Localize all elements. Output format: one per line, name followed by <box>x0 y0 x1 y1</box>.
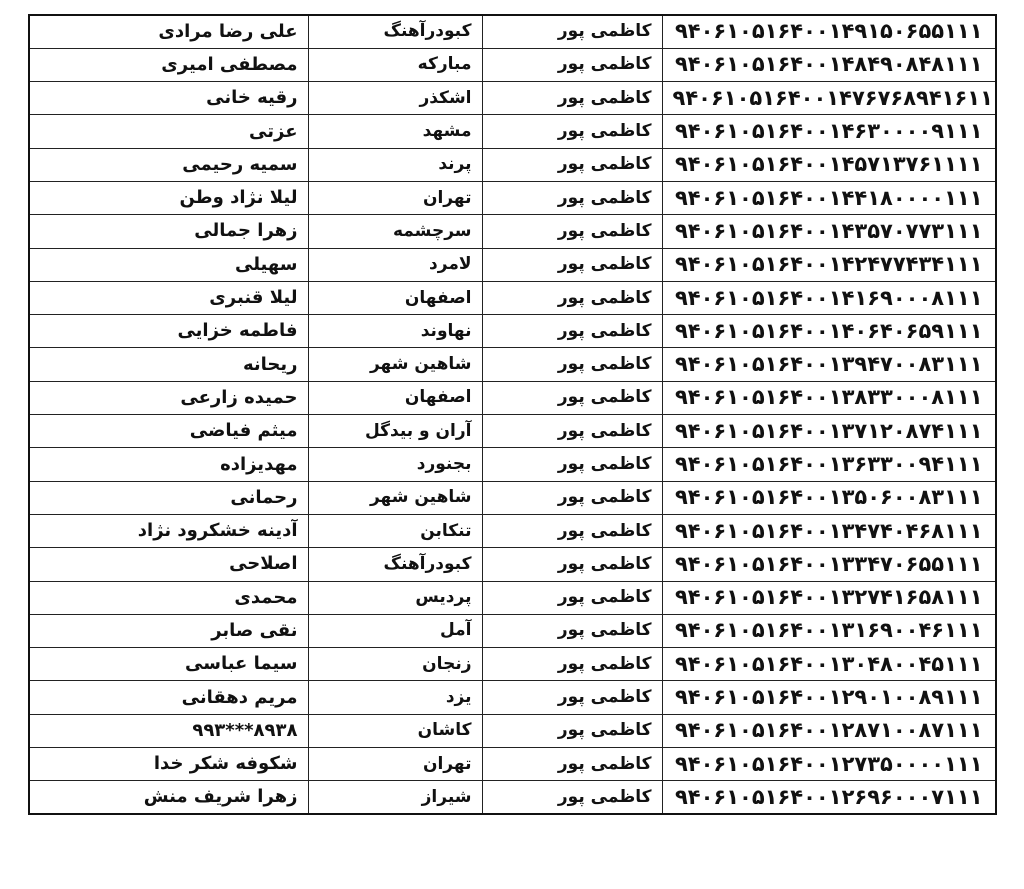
city-cell: شاهین شهر <box>308 481 482 514</box>
sender-surname-cell: کاظمی پور <box>482 614 662 647</box>
recipient-name-cell: سهیلی <box>29 248 308 281</box>
city-cell: کبودرآهنگ <box>308 15 482 48</box>
city-cell: تنکابن <box>308 514 482 547</box>
city-cell: لامرد <box>308 248 482 281</box>
sender-surname-cell: کاظمی پور <box>482 181 662 214</box>
records-table <box>28 14 997 815</box>
city-cell: شاهین شهر <box>308 348 482 381</box>
sender-surname-cell: کاظمی پور <box>482 781 662 814</box>
table-row <box>29 415 996 448</box>
recipient-name-cell: مهدیزاده <box>29 448 308 481</box>
sender-surname-cell: کاظمی پور <box>482 215 662 248</box>
table-row <box>29 514 996 547</box>
tracking-code-cell: ۹۴۰۶۱۰۵۱۶۴۰۰۱۲۹۰۱۰۰۸۹۱۱۱ <box>662 681 996 714</box>
sender-surname-cell: کاظمی پور <box>482 248 662 281</box>
records-table-body <box>29 15 996 814</box>
city-cell: یزد <box>308 681 482 714</box>
recipient-name-cell: میثم فیاضی <box>29 415 308 448</box>
city-cell: کبودرآهنگ <box>308 548 482 581</box>
recipient-name-cell: مریم دهقانی <box>29 681 308 714</box>
tracking-code-cell: ۹۴۰۶۱۰۵۱۶۴۰۰۱۳۴۷۴۰۴۶۸۱۱۱ <box>662 514 996 547</box>
city-cell: زنجان <box>308 648 482 681</box>
recipient-name-cell: ریحانه <box>29 348 308 381</box>
recipient-name-cell: آدینه خشکرود نژاد <box>29 514 308 547</box>
recipient-name-cell: سمیه رحیمی <box>29 148 308 181</box>
recipient-name-cell: علی رضا مرادی <box>29 15 308 48</box>
document-table-container <box>28 14 995 815</box>
table-row <box>29 148 996 181</box>
city-cell: پردیس <box>308 581 482 614</box>
sender-surname-cell: کاظمی پور <box>482 281 662 314</box>
tracking-code-cell: ۹۴۰۶۱۰۵۱۶۴۰۰۱۳۲۷۴۱۶۵۸۱۱۱ <box>662 581 996 614</box>
city-cell: نهاوند <box>308 315 482 348</box>
sender-surname-cell: کاظمی پور <box>482 481 662 514</box>
sender-surname-cell: کاظمی پور <box>482 448 662 481</box>
sender-surname-cell: کاظمی پور <box>482 514 662 547</box>
city-cell: بجنورد <box>308 448 482 481</box>
tracking-code-cell: ۹۴۰۶۱۰۵۱۶۴۰۰۱۳۳۴۷۰۶۵۵۱۱۱ <box>662 548 996 581</box>
recipient-name-cell: سیما عباسی <box>29 648 308 681</box>
table-row <box>29 714 996 747</box>
recipient-name-cell: مصطفی امیری <box>29 48 308 81</box>
tracking-code-cell: ۹۴۰۶۱۰۵۱۶۴۰۰۱۲۷۳۵۰۰۰۰۱۱۱ <box>662 748 996 781</box>
sender-surname-cell: کاظمی پور <box>482 82 662 115</box>
city-cell: اصفهان <box>308 381 482 414</box>
recipient-name-cell: نقی صابر <box>29 614 308 647</box>
city-cell: شیراز <box>308 781 482 814</box>
table-row <box>29 548 996 581</box>
tracking-code-cell: ۹۴۰۶۱۰۵۱۶۴۰۰۱۴۵۷۱۳۷۶۱۱۱۱ <box>662 148 996 181</box>
city-cell: مشهد <box>308 115 482 148</box>
tracking-code-cell: ۹۴۰۶۱۰۵۱۶۴۰۰۱۴۶۳۰۰۰۰۹۱۱۱ <box>662 115 996 148</box>
sender-surname-cell: کاظمی پور <box>482 15 662 48</box>
table-row <box>29 181 996 214</box>
recipient-name-cell: زهرا شریف منش <box>29 781 308 814</box>
recipient-name-cell: لیلا قنبری <box>29 281 308 314</box>
sender-surname-cell: کاظمی پور <box>482 315 662 348</box>
sender-surname-cell: کاظمی پور <box>482 548 662 581</box>
recipient-name-cell: رقیه خانی <box>29 82 308 115</box>
city-cell: مبارکه <box>308 48 482 81</box>
sender-surname-cell: کاظمی پور <box>482 648 662 681</box>
tracking-code-cell: ۹۴۰۶۱۰۵۱۶۴۰۰۱۴۱۶۹۰۰۰۸۱۱۱ <box>662 281 996 314</box>
recipient-name-cell: فاطمه خزایی <box>29 315 308 348</box>
tracking-code-cell: ۹۴۰۶۱۰۵۱۶۴۰۰۱۳۱۶۹۰۰۴۶۱۱۱ <box>662 614 996 647</box>
sender-surname-cell: کاظمی پور <box>482 415 662 448</box>
city-cell: اشکذر <box>308 82 482 115</box>
table-row <box>29 48 996 81</box>
sender-surname-cell: کاظمی پور <box>482 348 662 381</box>
table-row <box>29 648 996 681</box>
tracking-code-cell: ۹۴۰۶۱۰۵۱۶۴۰۰۱۳۷۱۲۰۸۷۴۱۱۱ <box>662 415 996 448</box>
tracking-code-cell: ۹۴۰۶۱۰۵۱۶۴۰۰۱۴۰۶۴۰۶۵۹۱۱۱ <box>662 315 996 348</box>
recipient-name-cell: عزتی <box>29 115 308 148</box>
table-row <box>29 248 996 281</box>
tracking-code-cell: ۹۴۰۶۱۰۵۱۶۴۰۰۱۳۶۳۳۰۰۹۴۱۱۱ <box>662 448 996 481</box>
table-row <box>29 781 996 814</box>
tracking-code-cell: ۹۴۰۶۱۰۵۱۶۴۰۰۱۴۸۴۹۰۸۴۸۱۱۱ <box>662 48 996 81</box>
tracking-code-cell: ۹۴۰۶۱۰۵۱۶۴۰۰۱۴۳۵۷۰۷۷۳۱۱۱ <box>662 215 996 248</box>
city-cell: کاشان <box>308 714 482 747</box>
table-row <box>29 748 996 781</box>
table-row <box>29 381 996 414</box>
sender-surname-cell: کاظمی پور <box>482 748 662 781</box>
city-cell: آمل <box>308 614 482 647</box>
table-row <box>29 581 996 614</box>
tracking-code-cell: ۹۴۰۶۱۰۵۱۶۴۰۰۱۳۹۴۷۰۰۸۳۱۱۱ <box>662 348 996 381</box>
city-cell: اصفهان <box>308 281 482 314</box>
recipient-name-cell: محمدی <box>29 581 308 614</box>
tracking-code-cell: ۹۴۰۶۱۰۵۱۶۴۰۰۱۳۰۴۸۰۰۴۵۱۱۱ <box>662 648 996 681</box>
sender-surname-cell: کاظمی پور <box>482 681 662 714</box>
table-row <box>29 481 996 514</box>
table-row <box>29 15 996 48</box>
table-row <box>29 681 996 714</box>
tracking-code-cell: ۹۴۰۶۱۰۵۱۶۴۰۰۱۲۸۷۱۰۰۸۷۱۱۱ <box>662 714 996 747</box>
tracking-code-cell: ۹۴۰۶۱۰۵۱۶۴۰۰۱۴۴۱۸۰۰۰۰۱۱۱ <box>662 181 996 214</box>
city-cell: سرچشمه <box>308 215 482 248</box>
table-row <box>29 315 996 348</box>
tracking-code-cell: ۹۴۰۶۱۰۵۱۶۴۰۰۱۲۶۹۶۰۰۰۷۱۱۱ <box>662 781 996 814</box>
table-row <box>29 82 996 115</box>
table-row <box>29 215 996 248</box>
sender-surname-cell: کاظمی پور <box>482 115 662 148</box>
recipient-name-cell: رحمانی <box>29 481 308 514</box>
recipient-name-cell: زهرا جمالی <box>29 215 308 248</box>
tracking-code-cell: ۹۴۰۶۱۰۵۱۶۴۰۰۱۴۷۶۷۶۸۹۴۱۶۱۱ <box>662 82 996 115</box>
sender-surname-cell: کاظمی پور <box>482 581 662 614</box>
tracking-code-cell: ۹۴۰۶۱۰۵۱۶۴۰۰۱۳۵۰۶۰۰۸۳۱۱۱ <box>662 481 996 514</box>
city-cell: تهران <box>308 748 482 781</box>
tracking-code-cell: ۹۴۰۶۱۰۵۱۶۴۰۰۱۳۸۳۳۰۰۰۸۱۱۱ <box>662 381 996 414</box>
recipient-name-cell: شکوفه شکر خدا <box>29 748 308 781</box>
recipient-name-cell: اصلاحی <box>29 548 308 581</box>
sender-surname-cell: کاظمی پور <box>482 381 662 414</box>
tracking-code-cell: ۹۴۰۶۱۰۵۱۶۴۰۰۱۴۹۱۵۰۶۵۵۱۱۱ <box>662 15 996 48</box>
sender-surname-cell: کاظمی پور <box>482 148 662 181</box>
city-cell: آران و بیدگل <box>308 415 482 448</box>
city-cell: تهران <box>308 181 482 214</box>
table-row <box>29 281 996 314</box>
city-cell: پرند <box>308 148 482 181</box>
recipient-name-cell: لیلا نژاد وطن <box>29 181 308 214</box>
table-row <box>29 115 996 148</box>
recipient-name-cell: حمیده زارعی <box>29 381 308 414</box>
recipient-name-cell: ۸۹۳۸***۹۹۳ <box>29 714 308 747</box>
tracking-code-cell: ۹۴۰۶۱۰۵۱۶۴۰۰۱۴۲۴۷۷۴۳۴۱۱۱ <box>662 248 996 281</box>
table-row <box>29 348 996 381</box>
sender-surname-cell: کاظمی پور <box>482 714 662 747</box>
table-row <box>29 614 996 647</box>
table-row <box>29 448 996 481</box>
sender-surname-cell: کاظمی پور <box>482 48 662 81</box>
